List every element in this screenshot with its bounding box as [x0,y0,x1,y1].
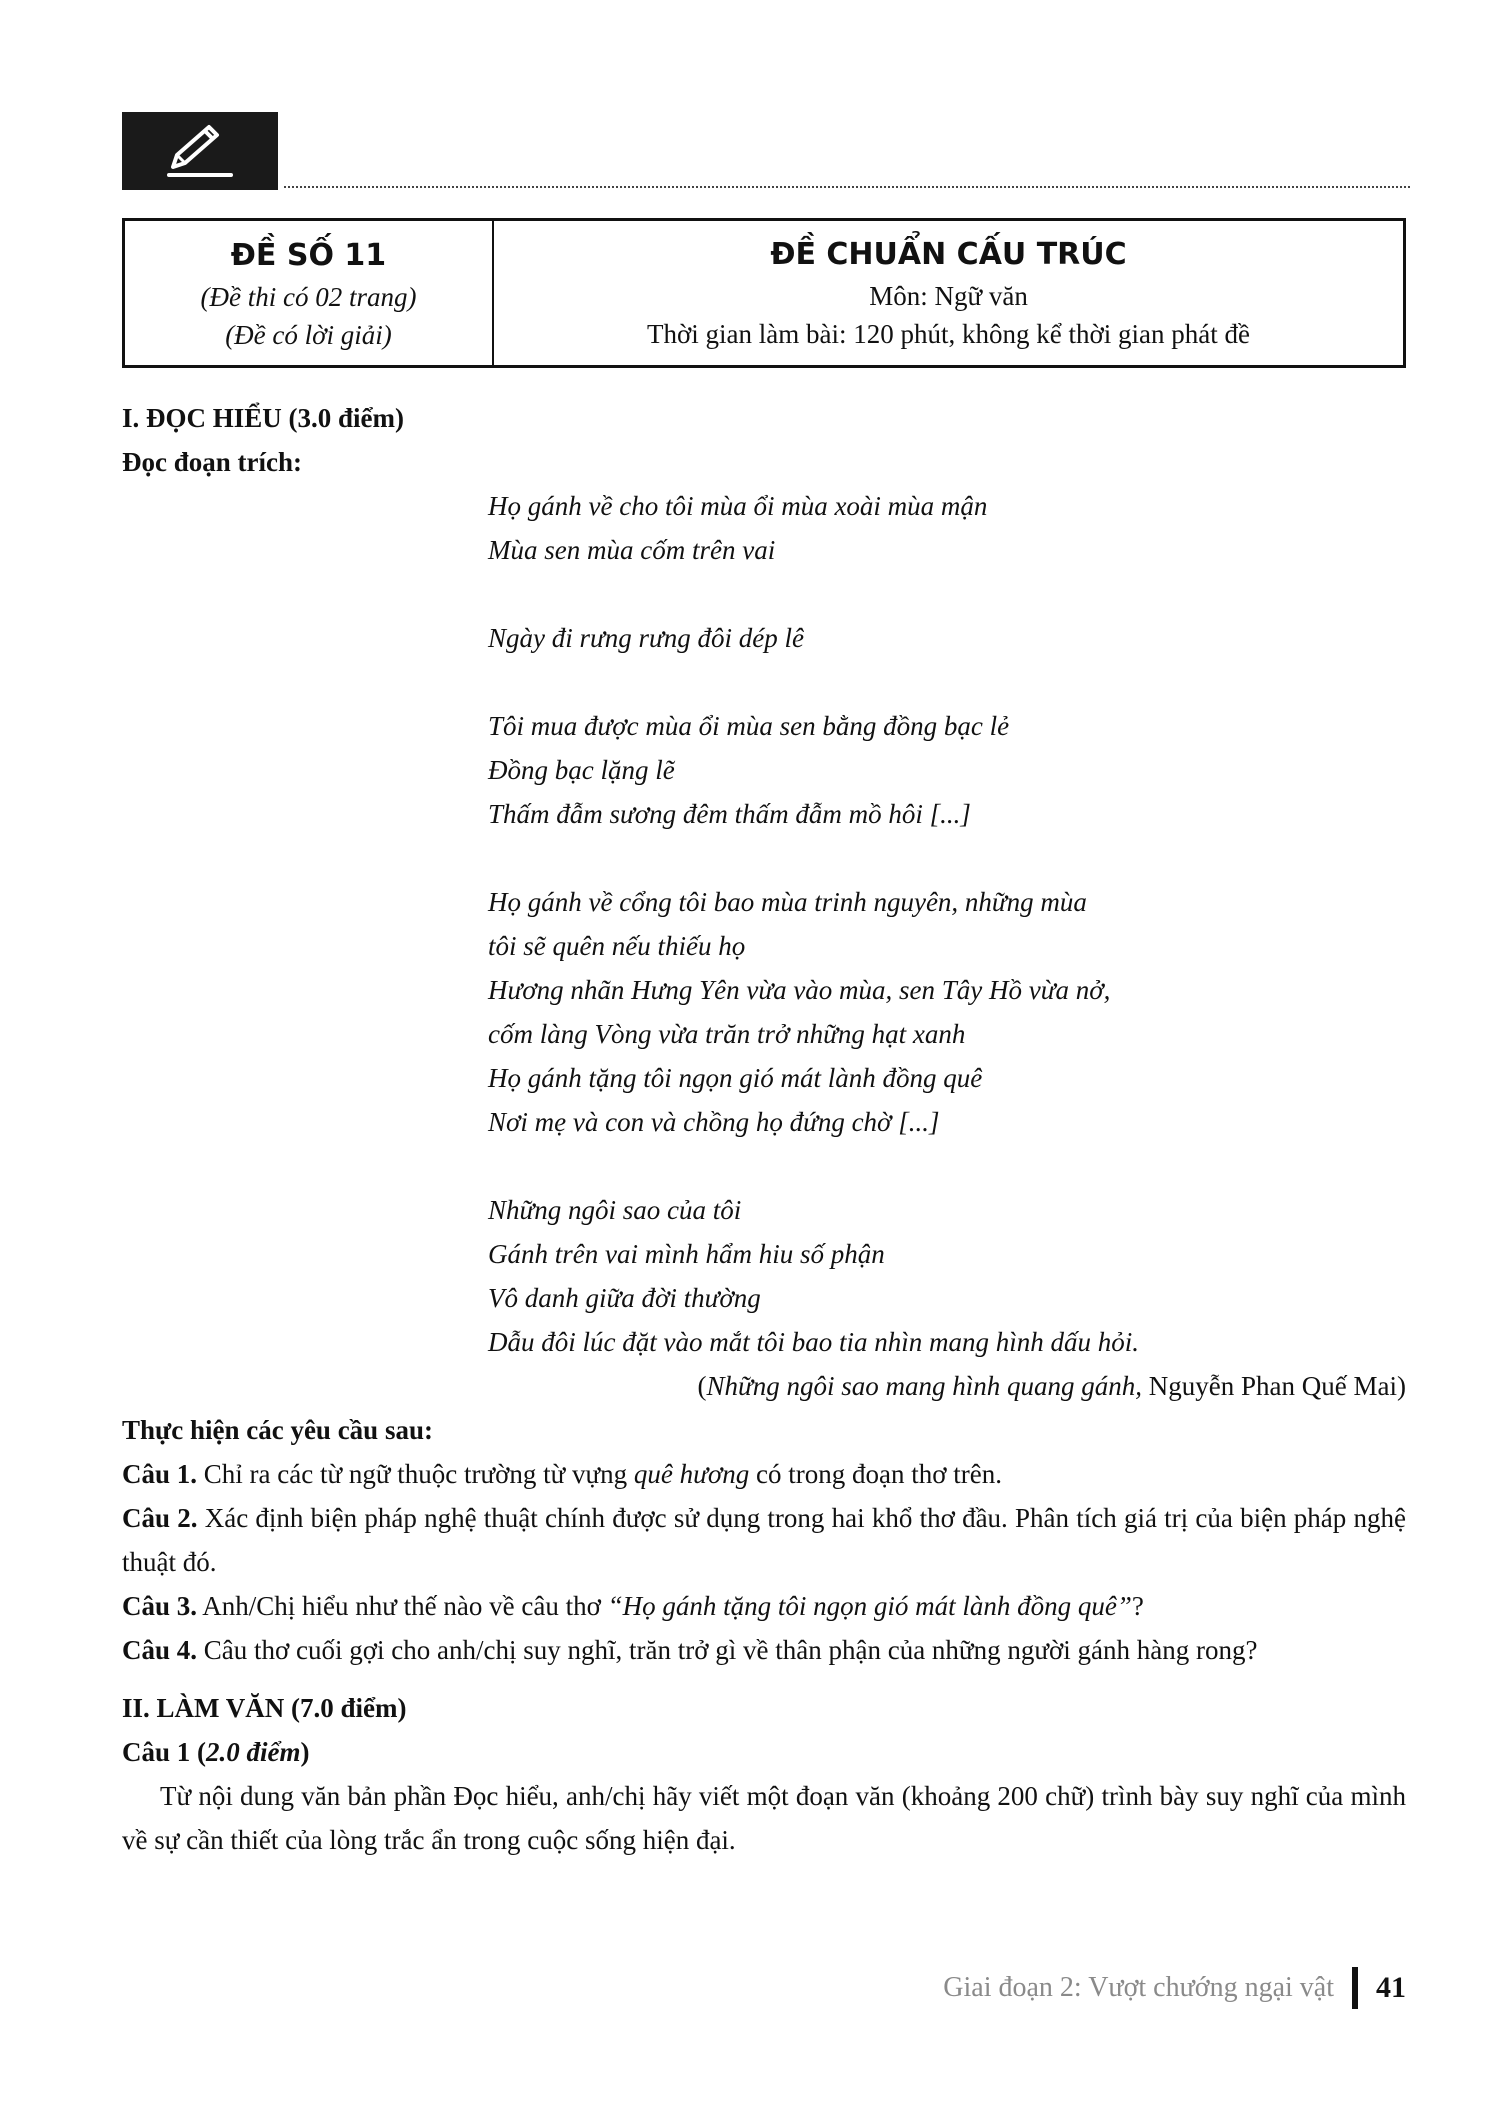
poem-line: Những ngôi sao của tôi [488,1195,742,1225]
exam-pages: (Đề thi có 02 trang) [200,282,417,312]
pencil-icon [163,121,237,181]
exam-time: Thời gian làm bài: 120 phút, không kể thời gian phát đề [647,319,1250,349]
poem-line: Hương nhãn Hưng Yên vừa vào mùa, sen Tây Hồ vừa nở, [488,975,1111,1005]
reading-intro: Đọc đoạn trích: [122,447,302,477]
poem-line: Gánh trên vai mình hẩm hiu số phận [488,1239,885,1269]
poem [488,484,1406,1364]
poem-line: Thấm đẫm sương đêm thấm đẫm mồ hôi [...] [488,799,971,829]
source-author: Nguyễn Phan Quế Mai) [1142,1371,1406,1401]
poem-stanza-3 [488,704,1406,836]
poem-line: cốm làng Vòng vừa trăn trở những hạt xanh [488,1019,966,1049]
exam-solution-note: (Đề có lời giải) [225,320,392,350]
poem-stanza-1 [488,484,1406,572]
page-footer [943,1965,1406,2011]
essay-question-1-label: Câu 1 (2.0 điểm) [122,1737,310,1767]
poem-line: Đồng bạc lặng lẽ [488,755,675,785]
poem-stanza-5 [488,1188,1406,1364]
poem-line: Vô danh giữa đời thường [488,1283,761,1313]
poem-line: Họ gánh về cho tôi mùa ổi mùa xoài mùa mận [488,491,988,521]
poem-line: tôi sẽ quên nếu thiếu họ [488,931,746,961]
poem-stanza-4 [488,880,1406,1144]
question-3: Câu 3. Anh/Chị hiểu như thế nào về câu thơ “Họ gánh tặng tôi ngọn gió mát lành đồng quê”? [122,1591,1144,1621]
poem-line: Họ gánh tặng tôi ngọn gió mát lành đồng quê [488,1063,983,1093]
exam-title: ĐỀ CHUẨN CẤU TRÚC [770,237,1127,272]
exam-subject: Môn: Ngữ văn [869,281,1028,311]
source-title: Những ngôi sao mang hình quang gánh, [706,1371,1143,1401]
part2-heading: II. LÀM VĂN (7.0 điểm) [122,1693,407,1723]
poem-line: Nơi mẹ và con và chồng họ đứng chờ [...] [488,1107,940,1137]
poem-line: Mùa sen mùa cốm trên vai [488,535,776,565]
question-4: Câu 4. Câu thơ cuối gợi cho anh/chị suy nghĩ, trăn trở gì về thân phận của những người gánh hàng rong? [122,1635,1258,1665]
requirements-heading: Thực hiện các yêu cầu sau: [122,1415,433,1445]
poem-line: Ngày đi rưng rưng đôi dép lê [488,623,804,653]
exam-number: ĐỀ SỐ 11 [230,238,387,273]
exam-header-table [122,218,1406,368]
page-number: 41 [1376,1971,1406,2004]
question-1: Câu 1. Chỉ ra các từ ngữ thuộc trường từ vựng quê hương có trong đoạn thơ trên. [122,1459,1002,1489]
exam-info-cell [494,221,1403,365]
poem-line: Dẫu đôi lúc đặt vào mắt tôi bao tia nhìn mang hình dấu hỏi. [488,1327,1139,1357]
essay-question-1-text: Từ nội dung văn bản phần Đọc hiểu, anh/chị hãy viết một đoạn văn (khoảng 200 chữ) trình bày suy nghĩ của mình về sự cần thiết của lòng trắc ẩn trong cuộc sống hiện đại. [122,1781,1406,1855]
poem-source: (Những ngôi sao mang hình quang gánh, Nguyễn Phan Quế Mai) [697,1371,1406,1401]
poem-stanza-2 [488,616,1406,660]
exam-content [122,396,1406,1862]
footer-divider [1352,1967,1358,2009]
poem-line: Họ gánh về cổng tôi bao mùa trinh nguyên, những mùa [488,887,1087,917]
pencil-icon-box [122,112,278,190]
exam-number-cell [125,221,494,365]
part1-heading: I. ĐỌC HIỂU (3.0 điểm) [122,403,404,433]
chapter-title: Giai đoạn 2: Vượt chướng ngại vật [943,1972,1334,2003]
poem-line: Tôi mua được mùa ổi mùa sen bằng đồng bạc lẻ [488,711,1010,741]
dotted-rule [284,186,1410,188]
question-2: Câu 2. Xác định biện pháp nghệ thuật chính được sử dụng trong hai khổ thơ đầu. Phân tích giá trị của biện pháp nghệ thuật đó. [122,1503,1407,1577]
